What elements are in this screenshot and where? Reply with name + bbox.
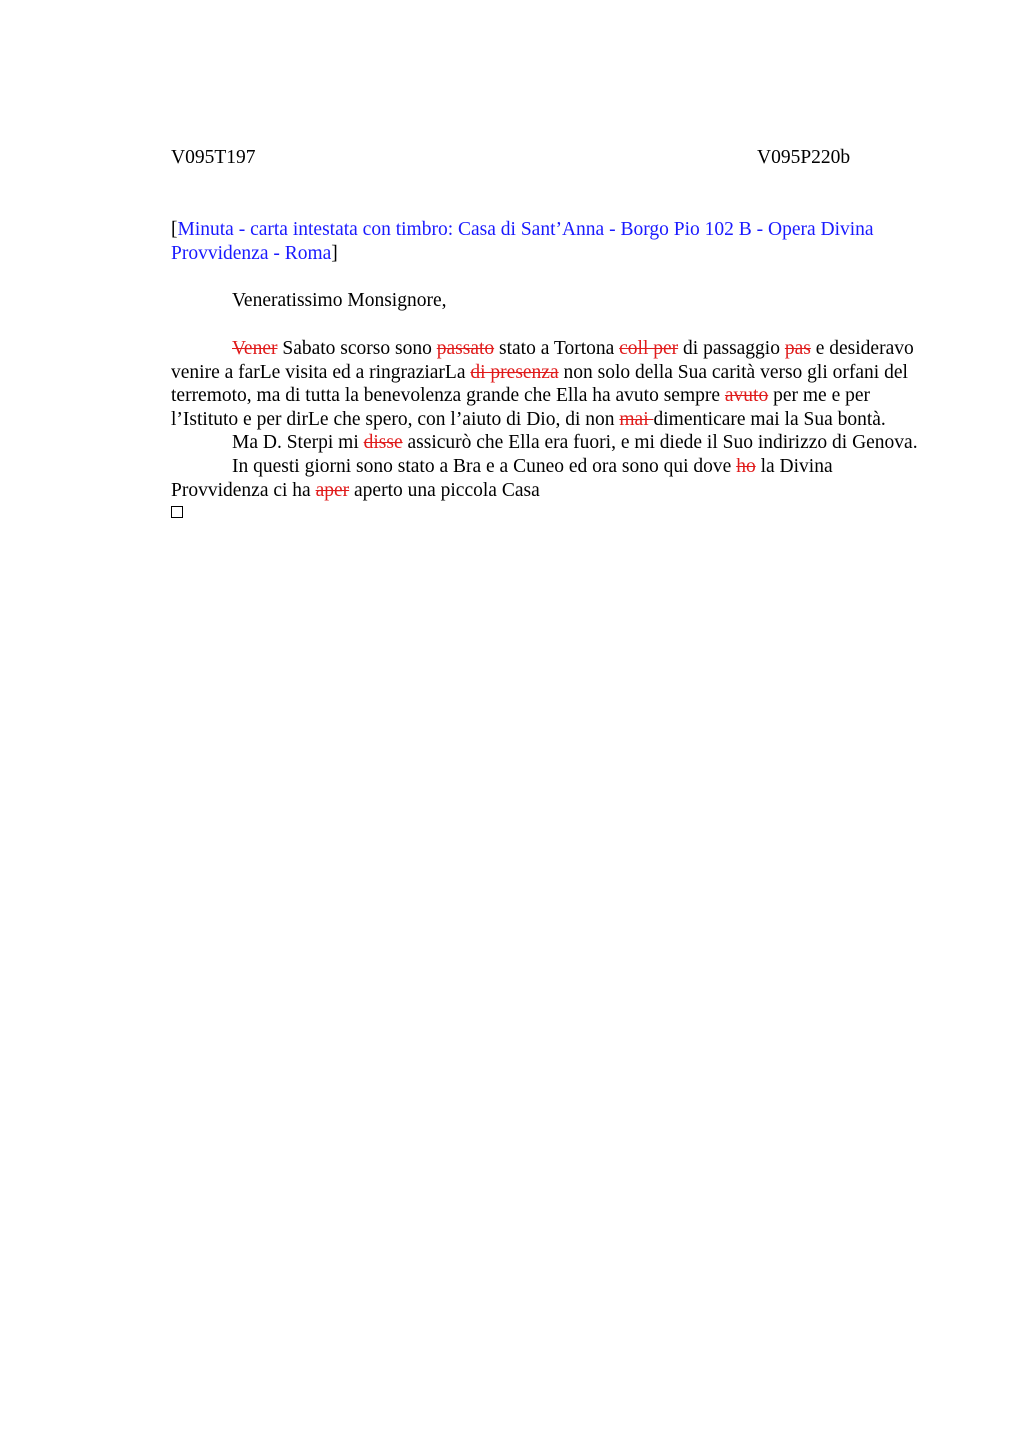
deleted-word: mai (619, 408, 654, 430)
deleted-word: Vener (232, 338, 278, 359)
deleted-word: di presenza (470, 361, 559, 383)
deleted-word: pas (784, 338, 811, 359)
text-segment: Ma D. Sterpi mi (232, 432, 364, 454)
text-segment: e desideravo venire a farLe visita ed a ringraziarLa (171, 338, 914, 383)
deleted-word: avuto (724, 385, 769, 407)
editorial-note (171, 218, 921, 266)
note-close-bracket: ] (331, 243, 338, 264)
text-segment: assicurò che Ella era fuori, e mi diede il Suo indirizzo di Genova. (402, 432, 918, 454)
deleted-word: disse (363, 432, 403, 454)
paragraph-1 (171, 337, 921, 431)
text-segment: di passaggio (678, 338, 785, 359)
text-segment: aperto una piccola Casa (349, 479, 540, 501)
document-code-right: V095P220b (757, 147, 851, 168)
text-segment: stato a Tortona (494, 338, 620, 359)
text-segment: per me e per l’Istituto e per dirLe che spero, con l’aiuto di Dio, di non (171, 385, 871, 430)
deleted-word: aper (315, 479, 350, 501)
document-code-left: V095T197 (171, 147, 256, 168)
text-segment: In questi giorni sono stato a Bra e a Cuneo ed ora sono qui dove (232, 455, 737, 477)
deleted-word: ho (736, 455, 756, 477)
letter-body (171, 337, 921, 518)
deleted-word: coll per (619, 338, 679, 359)
salutation: Veneratissimo Monsignore, (232, 290, 447, 311)
paragraph-3 (171, 455, 921, 502)
deleted-word: passato (436, 338, 495, 359)
paragraph-2 (171, 431, 921, 455)
text-segment: dimenticare mai la Sua bontà. (653, 408, 886, 430)
note-open-bracket: [ (171, 219, 178, 240)
text-segment: Sabato scorso sono (277, 338, 437, 359)
note-text: Minuta - carta intestata con timbro: Casa di Sant’Anna - Borgo Pio 102 B - Opera Divina Provvidenza - Roma (171, 219, 874, 264)
empty-square-icon (171, 506, 183, 518)
text-segment: non solo della Sua carità verso gli orfani del terremoto, ma di tutta la benevolenza grande che Ella ha avuto sempre (171, 361, 908, 407)
text-segment: la Divina Provvidenza ci ha (171, 455, 833, 501)
